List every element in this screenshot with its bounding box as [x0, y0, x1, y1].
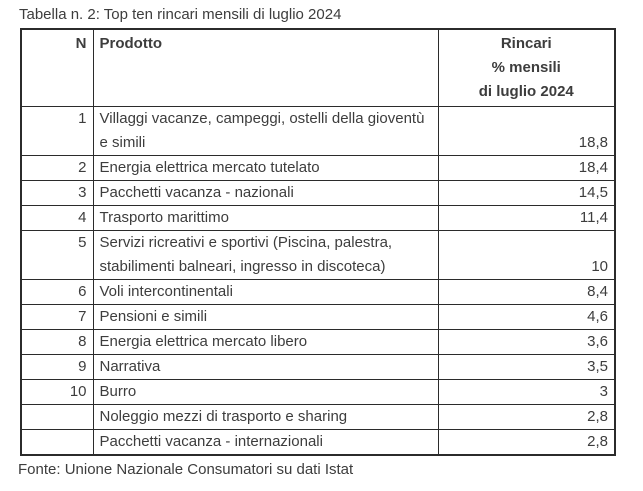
- table-body: [21, 107, 615, 456]
- table-row: [21, 380, 615, 405]
- table-row: [21, 280, 615, 305]
- cell-rank: 7: [21, 305, 93, 330]
- column-header-rincari-line2: % mensili: [491, 59, 561, 76]
- table-header-row: [21, 29, 615, 107]
- cell-value: 3: [438, 380, 615, 405]
- cell-value: 2,8: [438, 430, 615, 456]
- cell-product: Noleggio mezzi di trasporto e sharing: [93, 405, 438, 430]
- cell-value: 8,4: [438, 280, 615, 305]
- cell-value: 18,8: [438, 107, 615, 156]
- cell-rank: 2: [21, 156, 93, 181]
- column-header-n: N: [21, 29, 93, 107]
- cell-rank: 9: [21, 355, 93, 380]
- table-row: [21, 305, 615, 330]
- table-row: [21, 156, 615, 181]
- column-header-rincari: [438, 29, 615, 107]
- cell-product: Servizi ricreativi e sportivi (Piscina, palestra, stabilimenti balneari, ingresso in discoteca): [93, 231, 438, 280]
- cell-product: Pacchetti vacanza - nazionali: [93, 181, 438, 206]
- cell-value: 14,5: [438, 181, 615, 206]
- cell-rank: 5: [21, 231, 93, 280]
- cell-product: Energia elettrica mercato tutelato: [93, 156, 438, 181]
- table-row: [21, 355, 615, 380]
- cell-product: Trasporto marittimo: [93, 206, 438, 231]
- cell-product: Pensioni e simili: [93, 305, 438, 330]
- cell-rank: 1: [21, 107, 93, 156]
- cell-rank: 6: [21, 280, 93, 305]
- cell-rank: [21, 430, 93, 456]
- table-row: [21, 181, 615, 206]
- table-row: [21, 430, 615, 456]
- table-row: [21, 231, 615, 280]
- cell-value: 18,4: [438, 156, 615, 181]
- rincari-table: [20, 28, 616, 456]
- source-note: Fonte: Unione Nazionale Consumatori su dati Istat: [18, 461, 354, 478]
- column-header-rincari-line3: di luglio 2024: [478, 83, 574, 100]
- cell-value: 4,6: [438, 305, 615, 330]
- cell-value: 10: [438, 231, 615, 280]
- cell-rank: 3: [21, 181, 93, 206]
- table-row: [21, 330, 615, 355]
- cell-rank: 10: [21, 380, 93, 405]
- cell-product: Narrativa: [93, 355, 438, 380]
- cell-value: 3,5: [438, 355, 615, 380]
- cell-product: Voli intercontinentali: [93, 280, 438, 305]
- cell-rank: [21, 405, 93, 430]
- cell-rank: 4: [21, 206, 93, 231]
- table-row: [21, 206, 615, 231]
- cell-value: 3,6: [438, 330, 615, 355]
- cell-product: Villaggi vacanze, campeggi, ostelli della gioventù e simili: [93, 107, 438, 156]
- cell-product: Burro: [93, 380, 438, 405]
- cell-product: Energia elettrica mercato libero: [93, 330, 438, 355]
- table-row: [21, 405, 615, 430]
- column-header-rincari-line1: Rincari: [500, 35, 552, 52]
- cell-value: 2,8: [438, 405, 615, 430]
- table-row: [21, 107, 615, 156]
- cell-value: 11,4: [438, 206, 615, 231]
- column-header-prodotto: Prodotto: [93, 29, 438, 107]
- cell-product: Pacchetti vacanza - internazionali: [93, 430, 438, 456]
- table-title: Tabella n. 2: Top ten rincari mensili di luglio 2024: [19, 6, 342, 23]
- cell-rank: 8: [21, 330, 93, 355]
